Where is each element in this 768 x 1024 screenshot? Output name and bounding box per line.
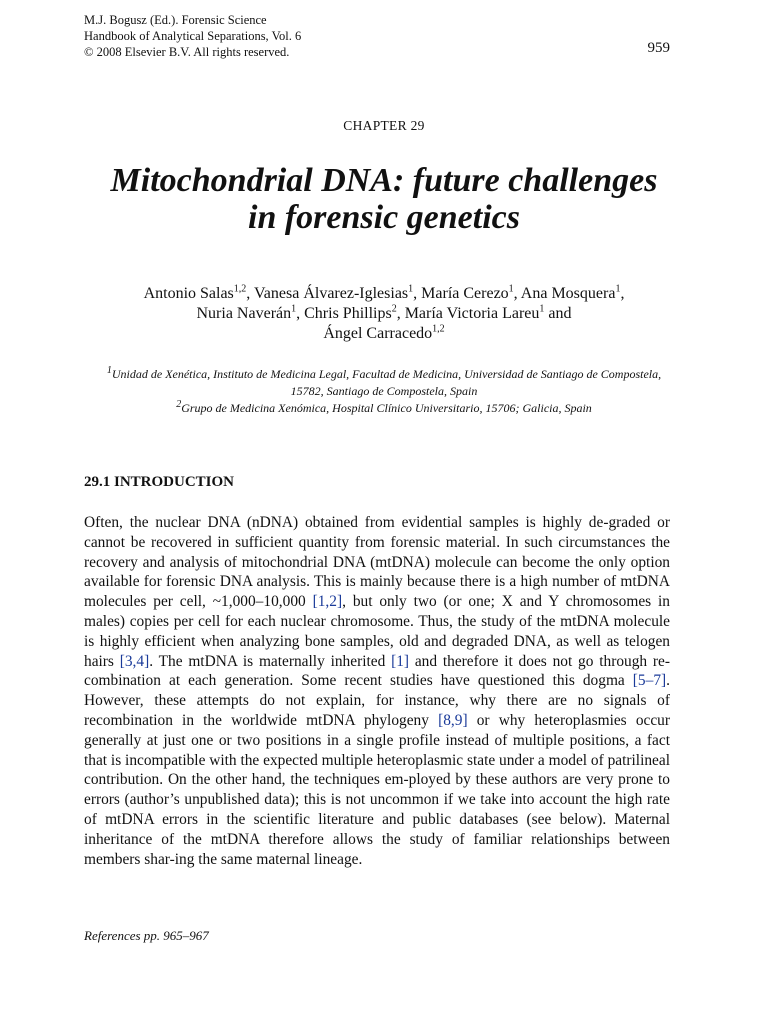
author-name: Ana Mosquera — [520, 285, 616, 302]
author-affiliation-mark: 1,2 — [432, 323, 445, 335]
author-affiliation-mark: 1,2 — [233, 283, 247, 295]
author-affiliation-mark: 1 — [615, 283, 621, 295]
title-line-1: Mitochondrial DNA: future challenges — [110, 162, 658, 199]
chapter-label: CHAPTER 29 — [343, 118, 425, 133]
author-name: Ángel Carracedo — [323, 325, 433, 342]
title-line-2: in forensic genetics — [248, 199, 520, 236]
author-name: Vanesa Álvarez-Iglesias — [254, 285, 409, 302]
author-affiliation-mark: 1 — [291, 303, 297, 315]
section-heading: 29.1 INTRODUCTION — [84, 474, 235, 490]
running-header — [84, 12, 301, 60]
citation-link[interactable]: [1] — [391, 652, 410, 670]
author-affiliation-mark: 1 — [539, 303, 545, 315]
author-line-2: Nuria Naverán$^1$, Chris Phillips$^2$, María Victoria Lareu$^1$ and — [196, 303, 572, 322]
references-footer: References pp. 965–967 — [84, 928, 209, 943]
citation-link[interactable]: [8,9] — [438, 711, 468, 729]
author-line-3 — [60, 324, 708, 344]
author-name: María Cerezo — [421, 285, 509, 302]
author-name: Nuria Naverán — [196, 305, 292, 322]
author-affiliation-mark: 2 — [391, 303, 397, 315]
affiliations — [90, 366, 678, 417]
citation-link[interactable]: [5–7] — [632, 672, 667, 690]
author-line-1: Antonio Salas$^{1,2}$, Vanesa Álvarez-Iglesias$^1$, María Cerezo$^1$, Ana Mosquera$^1$, — [143, 283, 625, 302]
author-name: Chris Phillips — [304, 305, 392, 322]
author-affiliation-mark: 1 — [408, 283, 414, 295]
author-list — [60, 284, 708, 344]
page-number: 959 — [647, 40, 670, 56]
author-affiliation-mark: 1 — [508, 283, 514, 295]
author-name: Antonio Salas — [143, 285, 234, 302]
header-editor-line: M.J. Bogusz (Ed.). Forensic Science — [84, 13, 267, 27]
chapter-title — [60, 162, 708, 236]
header-copyright-line: © 2008 Elsevier B.V. All rights reserved. — [84, 45, 290, 59]
intro-paragraph: Often, the nuclear DNA (nDNA) obtained from evidential samples is highly de-graded or cannot be recovered in sufficient quantity from forensic material. In such circumstances the recovery and analysis of mitochondrial DNA (mtDNA) molecule can become the only option available for forensic DNA analysis. This is mainly because there is a high number of mtDNA molecules per cell, ~1,000–10,000 [1,2], but only two (or one; X and Y chromosomes in males) copies per cell for each nuclear chromosome. Thus, the study of the mtDNA molecule is highly efficient when analyzing bone samples, old and degraded DNA, as well as telogen hairs [3,4]. The mtDNA is maternally inherited [1] and therefore it does not go through re-combination at each generation. Some recent studies have questioned this dogma [5–7]. However, these attempts do not explain, for instance, why there are no signals of recombination in the worldwide mtDNA phylogeny [8,9] or why heteroplasmies occur generally at just one or two positions in a single profile instead of multiple positions, a fact that is incompatible with the expected multiple heteroplasmic state under a model of patrilineal contribution. On the other hand, the techniques em-ployed by these authors are very prone to errors (author’s unpublished data); this is not uncommon if we take into account the high rate of mtDNA errors in the scientific literature and public databases (see below). Maternal inheritance of the mtDNA therefore allows the study of familiar relationships between members shar-ing the same maternal lineage. — [84, 514, 671, 868]
citation-link[interactable]: [1,2] — [312, 593, 343, 611]
citation-link[interactable]: [3,4] — [119, 652, 150, 670]
header-series-line: Handbook of Analytical Separations, Vol. 6 — [84, 29, 302, 43]
affiliation-2: $^2$Grupo de Medicina Xenómica, Hospital Clínico Universitario, 15706; Galicia, Spain — [176, 399, 592, 415]
author-name: María Victoria Lareu — [404, 305, 540, 322]
affiliation-1: $^1$Unidad de Xenética, Instituto de Medicina Legal, Facultad de Medicina, Universidad de Santiago de Compostela, 15782, Santiago de Compostela, Spain — [106, 365, 662, 398]
